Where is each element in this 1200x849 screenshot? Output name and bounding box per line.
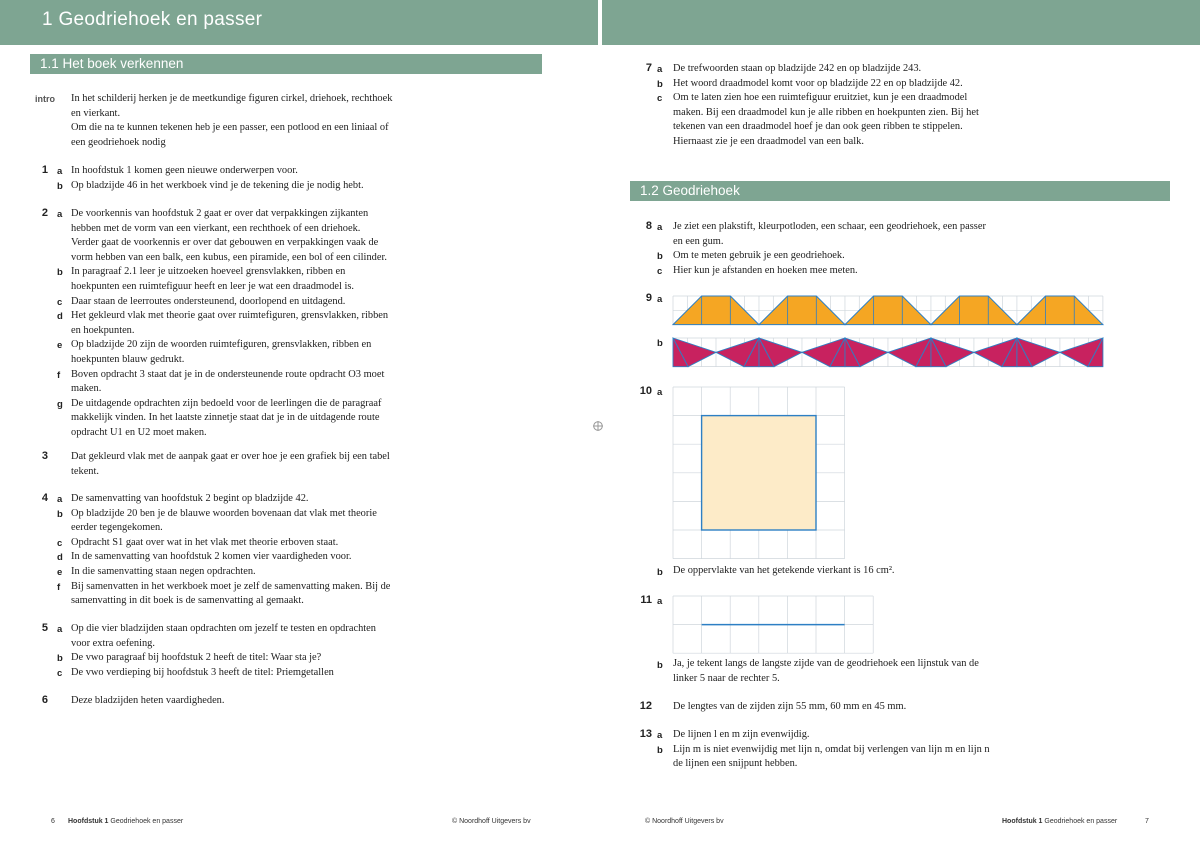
part-letter: g bbox=[57, 398, 63, 410]
exercise-9a-orange-figures bbox=[673, 296, 1103, 326]
part-letter: b bbox=[57, 180, 63, 192]
exercise-number: 9 bbox=[645, 292, 652, 304]
answer-line: De uitdagende opdrachten zijn bedoeld voor de leerlingen die de paragraaf bbox=[71, 397, 382, 409]
answer-line: Dat gekleurd vlak met de aanpak gaat er over hoe je een grafiek bij een tabel bbox=[71, 451, 390, 462]
part-letter: a bbox=[657, 64, 663, 75]
part-letter: a bbox=[657, 730, 663, 741]
answer-line: De vwo verdieping bij hoofdstuk 3 heeft de titel: Priemgetallen bbox=[71, 666, 334, 678]
answer-line: De samenvatting van hoofdstuk 2 begint op bladzijde 42. bbox=[71, 493, 309, 504]
answer-line: en een gum. bbox=[673, 235, 724, 247]
footer-right-page-number: 7 bbox=[1145, 818, 1149, 825]
part-letter: b bbox=[657, 78, 663, 90]
answer-line: In de samenvatting van hoofdstuk 2 komen vier vaardigheden voor. bbox=[71, 551, 352, 563]
answer-line: Het woord draadmodel komt voor op bladzijde 22 en op bladzijde 42. bbox=[673, 77, 963, 89]
answer-line: Boven opdracht 3 staat dat je in de ondersteunende route opdracht O3 moet bbox=[71, 368, 385, 380]
answer-line: en hoekpunten. bbox=[71, 324, 135, 336]
part-letter: c bbox=[57, 296, 63, 308]
exercise-9b-magenta-figures bbox=[673, 338, 1103, 368]
answer-line: In die samenvatting staan negen opdrachten. bbox=[71, 566, 256, 577]
answer-line: Verder gaat de voorkennis er over dat gebouwen en verpakkingen vaak de bbox=[71, 237, 379, 249]
part-letter: a bbox=[657, 294, 663, 305]
chapter-header-bar-left bbox=[0, 0, 598, 45]
answer-line: tekent. bbox=[71, 465, 99, 477]
answer-line: hoekpunten een ruimtefiguur heeft en leer je wat een draadmodel is. bbox=[71, 281, 355, 292]
answer-line: de lijnen een snijpunt hebben. bbox=[673, 758, 798, 770]
section-title-1-2: 1.2 Geodriehoek bbox=[630, 181, 1170, 201]
exercise-number: 12 bbox=[639, 700, 652, 712]
answer-line: opdracht U1 en U2 moet maken. bbox=[71, 427, 207, 438]
part-letter: a bbox=[657, 387, 663, 398]
answer-line: Om te laten zien hoe een ruimtefiguur eruitziet, kun je een draadmodel bbox=[673, 92, 968, 104]
part-letter: b bbox=[657, 660, 663, 671]
answer-line: maken. bbox=[71, 383, 102, 395]
answer-line: Ja, je tekent langs de langste zijde van de geodriehoek een lijnstuk van de bbox=[673, 658, 979, 669]
intro-line: Om die na te kunnen tekenen heb je een passer, een potlood en een liniaal of bbox=[71, 122, 389, 134]
exercise-number: 1 bbox=[41, 164, 48, 176]
answer-line: vorm hebben van een balk, een kubus, een piramide, een bol of een cilinder. bbox=[71, 251, 387, 263]
footer-right-chapter bbox=[1002, 818, 1117, 825]
answer-line: Op bladzijde 20 zijn de woorden ruimtefiguren, grensvlakken, ribben en bbox=[71, 339, 372, 351]
answer-line: samenvatting in dit boek is de samenvatting al gemaakt. bbox=[71, 595, 304, 607]
answer-text: De lengtes van de zijden zijn 55 mm, 60 mm en 45 mm. bbox=[673, 701, 907, 712]
answer-line: Op bladzijde 20 ben je de blauwe woorden bovenaan dat vlak met theorie bbox=[71, 507, 377, 519]
part-letter: a bbox=[57, 494, 63, 505]
part-letter: d bbox=[57, 311, 63, 323]
intro-tag: intro bbox=[35, 94, 55, 104]
footer-chapter-rest: Geodriehoek en passer bbox=[1044, 818, 1118, 825]
part-letter: d bbox=[57, 552, 63, 564]
intro-line: een geodriehoek nodig bbox=[71, 136, 166, 148]
answer-line: Hiernaast zie je een draadmodel van een balk. bbox=[673, 136, 864, 147]
part-letter: f bbox=[57, 369, 61, 381]
answer-line: maken. Bij een draadmodel kun je alle ribben en hoekpunten zien. Bij het bbox=[673, 106, 979, 118]
intro-line: en vierkant. bbox=[71, 107, 121, 119]
answer-line: De vwo paragraaf bij hoofdstuk 2 heeft de titel: Waar sta je? bbox=[71, 652, 322, 664]
footer-left-chapter bbox=[68, 818, 183, 825]
exercise-number: 7 bbox=[645, 62, 652, 74]
part-letter: b bbox=[657, 744, 663, 756]
part-letter: c bbox=[57, 667, 63, 679]
answer-line: eerder tegengekomen. bbox=[71, 522, 163, 534]
exercise-number: 4 bbox=[41, 492, 48, 504]
part-letter: a bbox=[657, 222, 663, 233]
part-letter: b bbox=[57, 267, 63, 279]
footer-chapter-bold: Hoofdstuk 1 bbox=[1002, 818, 1043, 825]
answer-line: De trefwoorden staan op bladzijde 242 en op bladzijde 243. bbox=[673, 63, 922, 74]
part-letter: e bbox=[57, 340, 63, 352]
exercise-11a-line-grid bbox=[673, 596, 873, 654]
footer-left-publisher: © Noordhoff Uitgevers bv bbox=[452, 818, 531, 825]
exercise-10a-square-grid bbox=[673, 387, 845, 559]
crosshair-icon bbox=[593, 421, 603, 431]
answer-line: De lijnen l en m zijn evenwijdig. bbox=[673, 729, 810, 740]
square-shape bbox=[702, 416, 816, 530]
exercise-number: 11 bbox=[640, 594, 652, 606]
part-letter: a bbox=[57, 166, 63, 177]
answer-line: Op die vier bladzijden staan opdrachten om jezelf te testen en opdrachten bbox=[71, 623, 376, 634]
answer-line: Opdracht S1 gaat over wat in het vlak met theorie erboven staat. bbox=[71, 536, 339, 548]
chapter-header-bar-right bbox=[602, 0, 1200, 45]
answer-line: tekenen van een draadmodel hoef je dan ook geen ribben te stippelen. bbox=[673, 121, 963, 133]
answer-line: In hoofdstuk 1 komen geen nieuwe onderwerpen voor. bbox=[71, 165, 298, 176]
answer-text: De oppervlakte van het getekende vierkant is 16 cm². bbox=[673, 565, 895, 576]
answer-line: makkelijk vinden. In het laatste zinnetje staat dat je in de uitdagende route bbox=[71, 412, 380, 424]
part-letter: e bbox=[57, 567, 63, 578]
answer-line: Je ziet een plakstift, kleurpotloden, een schaar, een geodriehoek, een passer bbox=[673, 221, 986, 232]
answer-line: hebben met de vorm van een vierkant, een rechthoek of een driehoek. bbox=[71, 222, 361, 234]
part-letter: a bbox=[657, 596, 663, 607]
part-letter: b bbox=[657, 251, 663, 263]
answer-line: hoekpunten blauw gedrukt. bbox=[71, 354, 185, 365]
intro-line: In het schilderij herken je de meetkundige figuren cirkel, driehoek, rechthoek bbox=[71, 93, 393, 104]
footer-chapter-bold: Hoofdstuk 1 bbox=[68, 818, 109, 825]
answer-line: Het gekleurd vlak met theorie gaat over ruimtefiguren, grensvlakken, ribben bbox=[71, 310, 389, 322]
part-letter: b bbox=[657, 338, 663, 349]
section-title-1-1: 1.1 Het boek verkennen bbox=[30, 54, 542, 74]
exercise-number: 2 bbox=[41, 207, 48, 219]
part-letter: b bbox=[57, 653, 63, 665]
part-letter: c bbox=[657, 93, 663, 105]
answer-line: Om te meten gebruik je een geodriehoek. bbox=[673, 250, 845, 262]
answer-line: linker 5 naar de rechter 5. bbox=[673, 673, 780, 684]
exercise-number: 5 bbox=[41, 622, 48, 634]
part-letter: a bbox=[57, 624, 63, 635]
footer-right-publisher: © Noordhoff Uitgevers bv bbox=[645, 818, 724, 825]
answer-line: Hier kun je afstanden en hoeken mee meten. bbox=[673, 264, 858, 276]
part-letter: b bbox=[657, 567, 663, 578]
part-letter: c bbox=[57, 537, 63, 549]
answer-line: Bij samenvatten in het werkboek moet je zelf de samenvatting maken. Bij de bbox=[71, 580, 391, 592]
chapter-title: 1 Geodriehoek en passer bbox=[42, 9, 263, 30]
answer-line: Daar staan de leerroutes ondersteunend, doorlopend en uitdagend. bbox=[71, 295, 346, 307]
exercise-number: 10 bbox=[639, 385, 652, 397]
part-letter: b bbox=[57, 508, 63, 520]
answer-line: De voorkennis van hoofdstuk 2 gaat er over dat verpakkingen zijkanten bbox=[71, 208, 369, 219]
answer-line: In paragraaf 2.1 leer je uitzoeken hoeveel grensvlakken, ribben en bbox=[71, 266, 346, 278]
part-letter: c bbox=[657, 265, 663, 277]
part-letter: f bbox=[57, 581, 61, 593]
answer-line: Lijn m is niet evenwijdig met lijn n, omdat bij verlengen van lijn m en lijn n bbox=[673, 743, 990, 755]
footer-left-page-number: 6 bbox=[51, 818, 55, 825]
part-letter: a bbox=[57, 209, 63, 220]
exercise-number: 3 bbox=[41, 450, 48, 462]
exercise-number: 13 bbox=[639, 728, 652, 740]
answer-line: Deze bladzijden heten vaardigheden. bbox=[71, 695, 225, 706]
exercise-number: 8 bbox=[645, 220, 652, 232]
answer-line: voor extra oefening. bbox=[71, 637, 155, 649]
footer-chapter-rest: Geodriehoek en passer bbox=[110, 818, 184, 825]
exercise-number: 6 bbox=[41, 694, 48, 706]
answer-line: Op bladzijde 46 in het werkboek vind je de tekening die je nodig hebt. bbox=[71, 179, 364, 191]
